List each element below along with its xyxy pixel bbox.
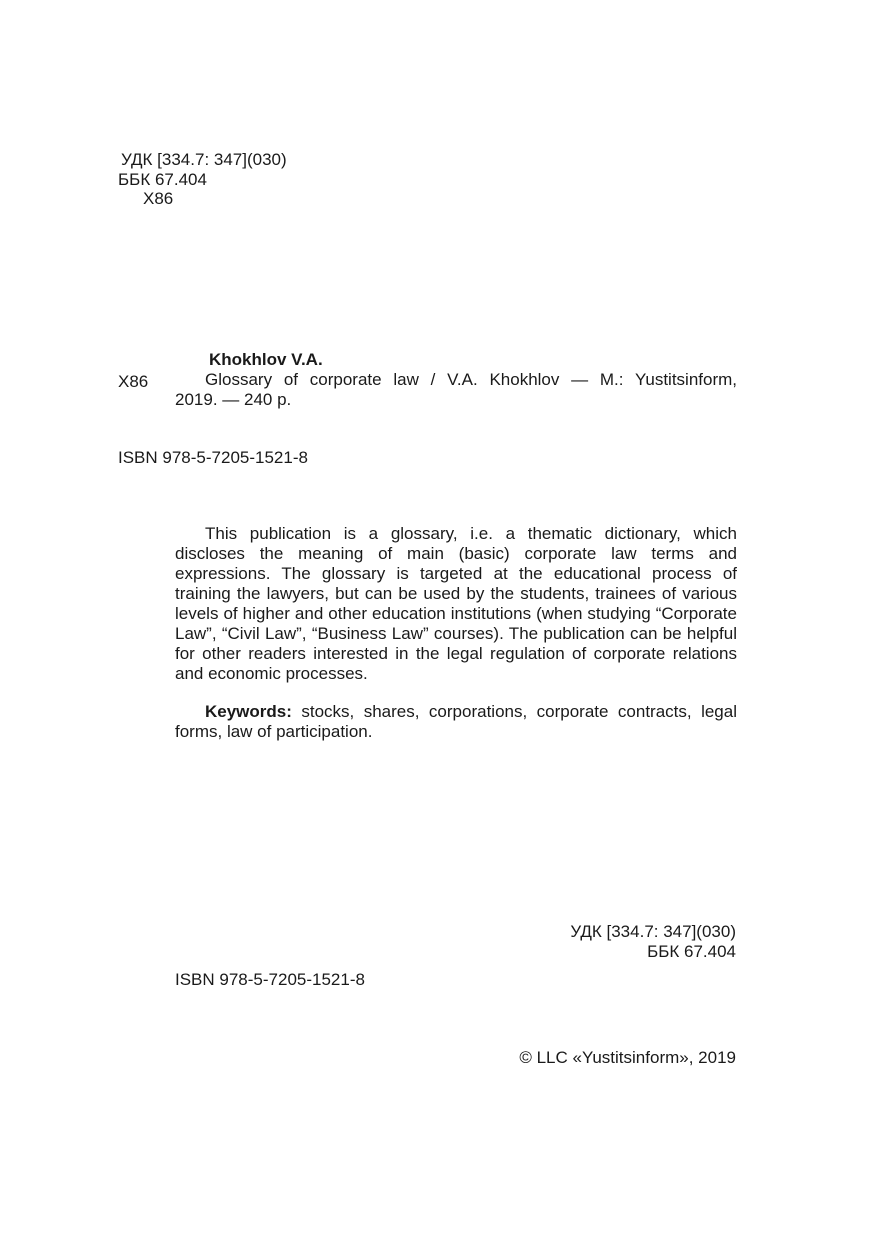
isbn-bottom: ISBN 978-5-7205-1521-8 — [175, 970, 365, 989]
keywords-paragraph — [175, 702, 737, 742]
author-mark-top: Х86 — [143, 189, 174, 208]
udk-code-bottom: УДК [334.7: 347](030) — [570, 922, 736, 941]
keywords-label: Keywords: — [205, 702, 292, 721]
bbk-code-top: ББК 67.404 — [118, 170, 207, 189]
bibliographic-entry — [175, 370, 737, 410]
bibliographic-line-2: 2019. — 240 p. — [175, 390, 292, 409]
udk-code-top: УДК [334.7: 347](030) — [121, 150, 287, 169]
copyright: © LLC «Yustitsinform», 2019 — [519, 1048, 736, 1067]
bibliographic-line-1: Glossary of corporate law / V.A. Khokhlov — M.: Yustitsinform, — [205, 370, 737, 389]
author-name: Khokhlov V.A. — [209, 350, 323, 369]
abstract-text: This publication is a glossary, i.e. a thematic dictionary, which discloses the meaning of main (basic) corporate law terms and expressions. The glossary is targeted at the educational process of training the lawyers, but can be used by the students, trainees of various levels of higher and other education institutions (when studying “Corporate Law”, “Civil Law”, “Business Law” courses). The publication can be helpful for other readers interested in the legal regulation of corporate relations and economic processes. — [175, 524, 737, 683]
abstract — [175, 524, 737, 684]
bbk-code-bottom: ББК 67.404 — [647, 942, 736, 961]
isbn-top: ISBN 978-5-7205-1521-8 — [118, 448, 308, 467]
keywords-text: stocks, shares, corporations, corporate contracts, legal forms, law of participation. — [175, 702, 737, 741]
author-mark-entry: Х86 — [118, 372, 149, 391]
